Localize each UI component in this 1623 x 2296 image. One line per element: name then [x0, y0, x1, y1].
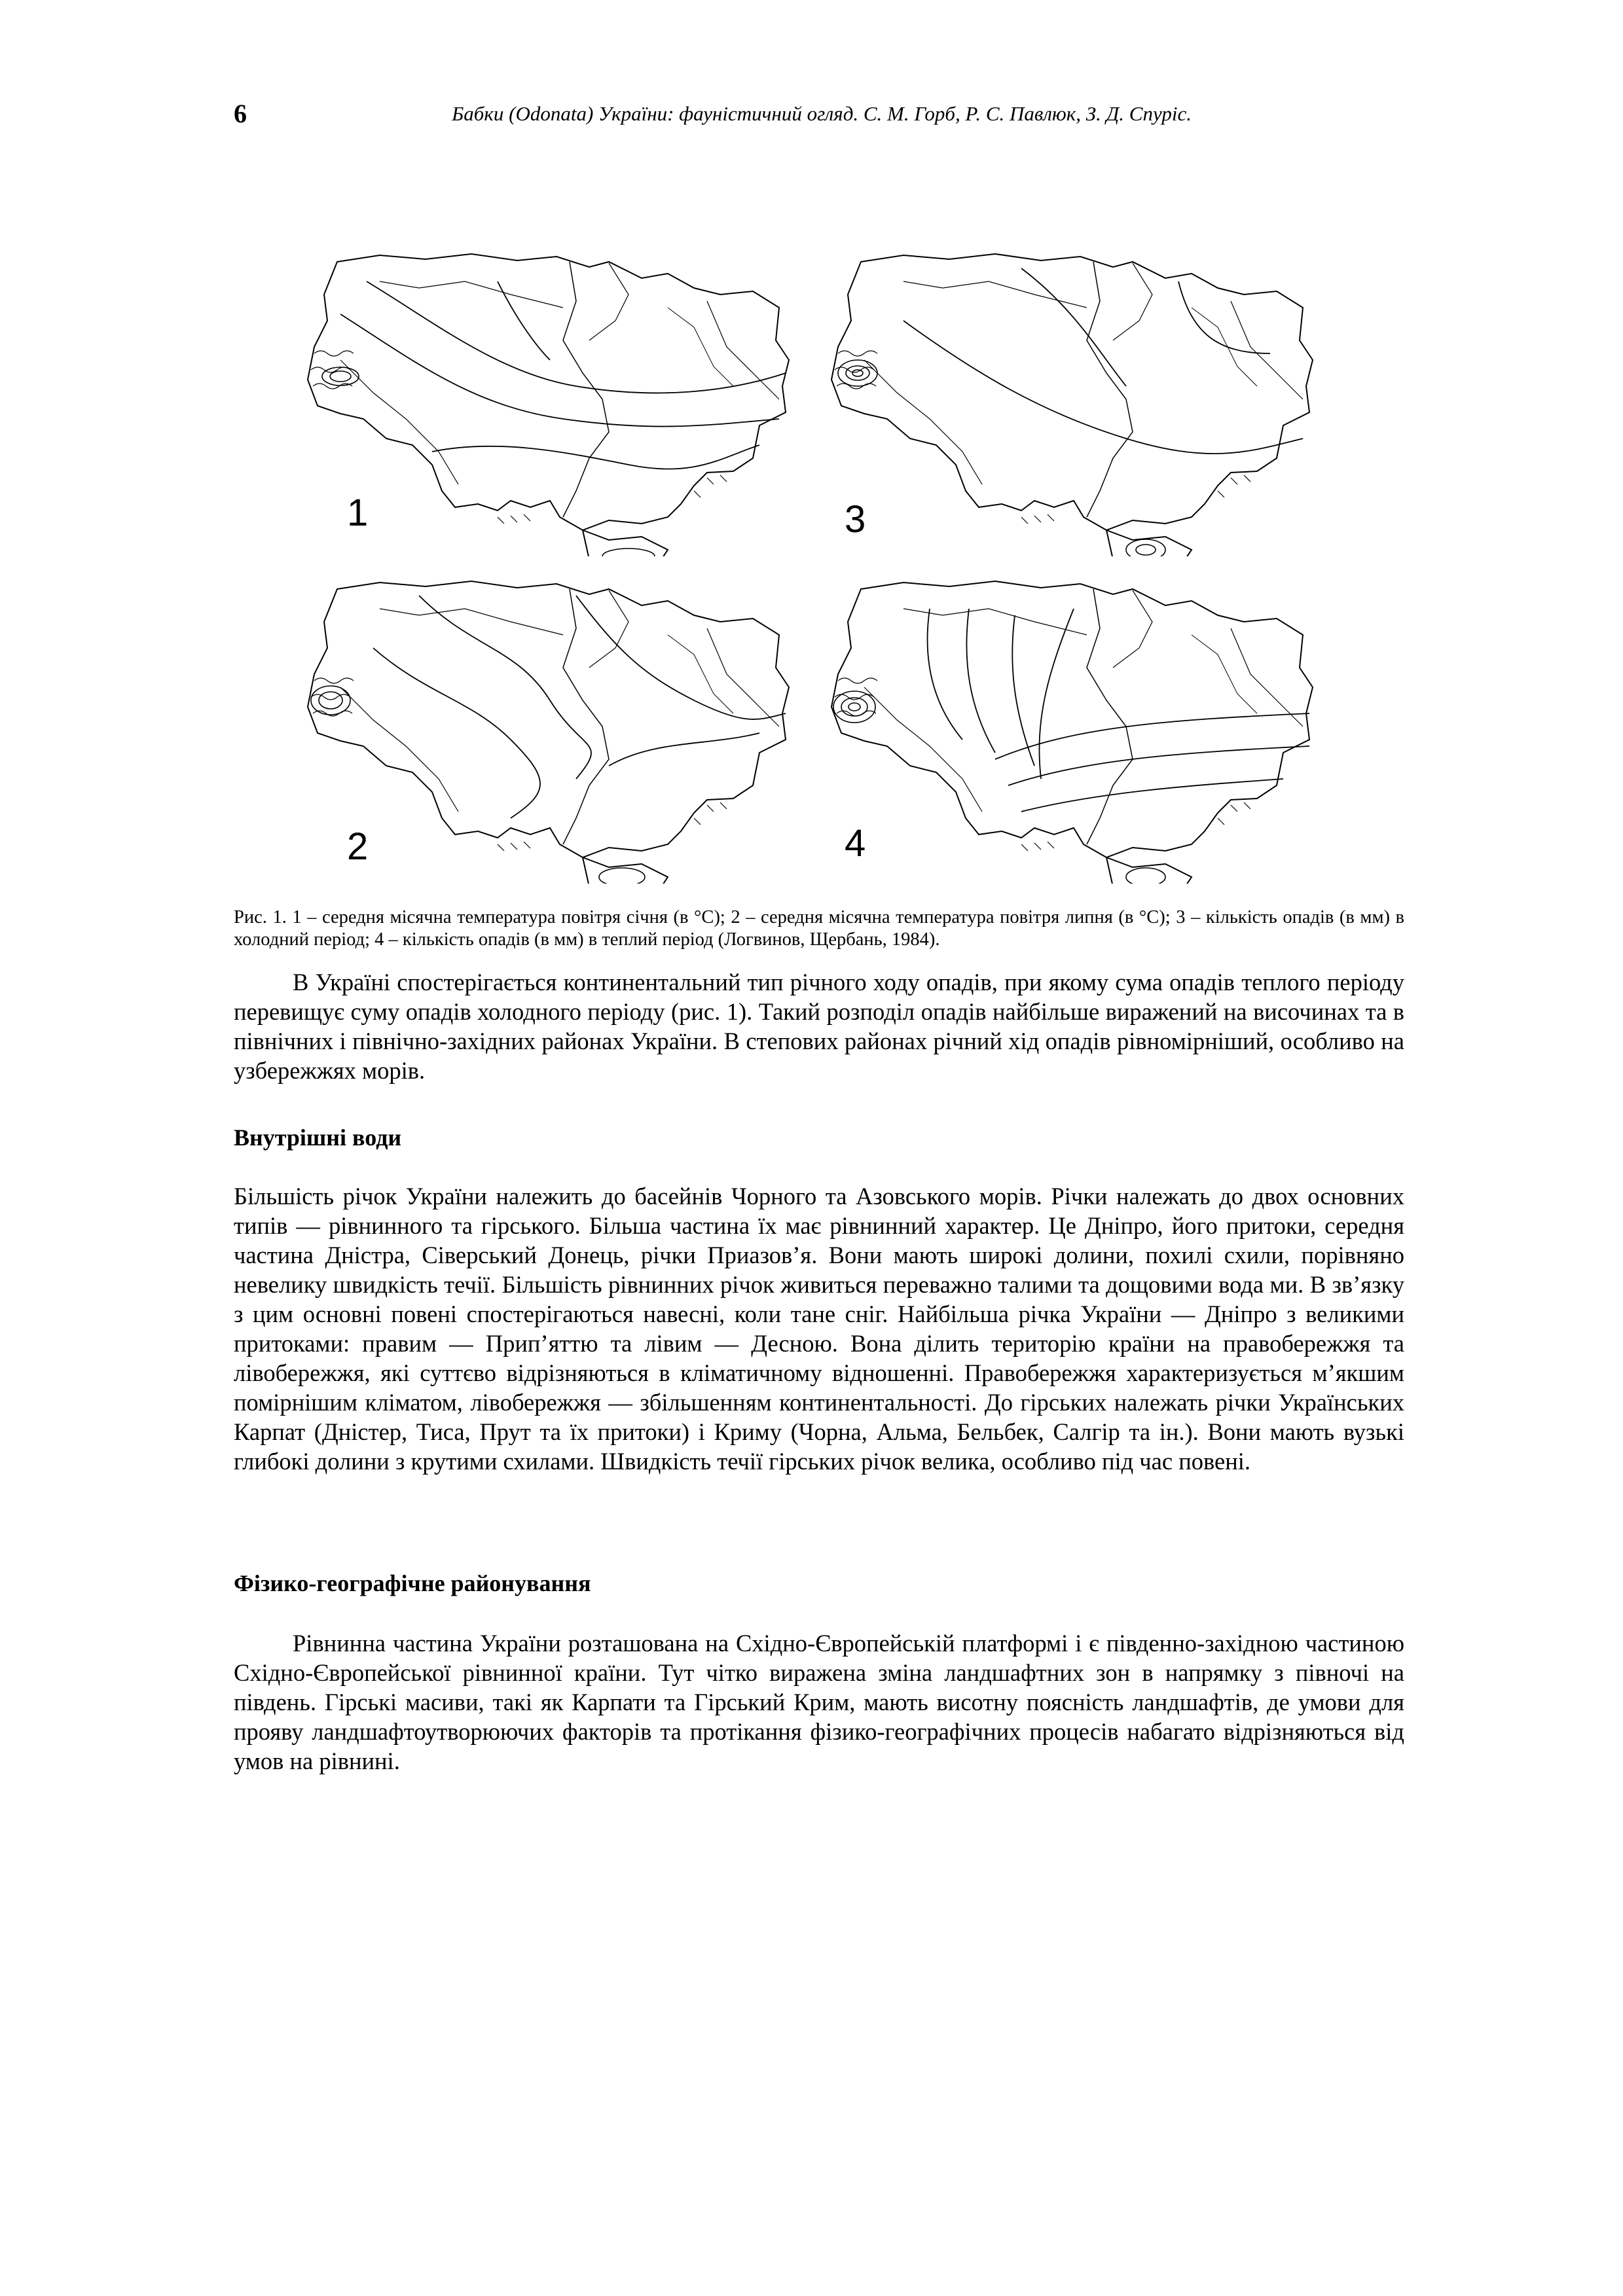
map-january-temperature [301, 242, 799, 556]
page-number: 6 [234, 99, 247, 128]
map-july-temperature [301, 569, 799, 884]
section-heading-inland-waters: Внутрішні води [234, 1124, 402, 1151]
map-cold-period-precipitation [825, 242, 1322, 556]
map-panel-2 [301, 569, 799, 884]
paragraph-inland-waters: Більшість річок України належить до басейнів Чорного та Азовського морів. Річки належать до двох основних типів — рівнинного та гірського. Більша частина їх має рівнинний характер. Це Дніпро, його притоки, середня частина Дністра, Сіверський Донець, річки Приазов’я. Вони мають широкі долини, похилі схили, порівняно невелику швидкість течії. Більшість рівнинних річок живиться переважно талими та дощовими вода ми. В зв’язку з цим основні повені спостерігаються навесні, коли тане сніг. Найбільша річка України — Дніпро з великими притоками: правим — Прип’яттю та лівим — Десною. Вона ділить територію країни на правобережжя та лівобережжя, які суттєво відрізняються в кліматичному відношенні. Правобережжя характеризується м’якшим помірнішим кліматом, лівобережжя — збільшенням континентальності. До гірських належать річки Українських Карпат (Дністер, Тиса, Прут та їх притоки) і Криму (Чорна, Альма, Бельбек, Салгір та ін.). Вони мають вузькі глибокі долини з крутими схилами. Швидкість течії гірських річок велика, особливо під час повені. [234, 1183, 1404, 1475]
panel-label-3: 3 [845, 498, 866, 541]
map-panel-1 [301, 242, 799, 556]
figure-caption: Рис. 1. 1 – середня місячна температура повітря січня (в °С); 2 – середня місячна температура повітря липня (в °С); 3 – кількість опадів (в мм) в холодний період; 4 – кількість опадів (в мм) в теплий період (Логвинов, Щербань, 1984). [234, 907, 1404, 950]
map-panel-4 [825, 569, 1322, 884]
climate-maps-figure [301, 242, 1322, 884]
paragraph-precipitation: В Україні спостерігається континентальний тип річного ходу опадів, при якому сума опадів теплого періоду перевищує суму опадів холодного періоду (рис. 1). Такий розподіл опадів найбільше виражений на височинах та в північних і північно-західних районах України. В степових районах річний хід опадів рівномірніший, особливо на узбережжях морів. [234, 969, 1404, 1084]
running-title: Бабки (Odonata) України: фауністичний огляд. С. М. Горб, Р. С. Павлюк, З. Д. Спуріс. [452, 102, 1192, 125]
panel-label-2: 2 [347, 825, 369, 868]
section-heading-physical-geographic-zoning: Фізико-географічне районування [234, 1570, 591, 1596]
panel-label-1: 1 [347, 492, 369, 534]
map-panel-3 [825, 242, 1322, 556]
map-warm-period-precipitation [825, 569, 1322, 884]
panel-label-4: 4 [845, 822, 866, 865]
paragraph-physical-geographic-zoning: Рівнинна частина України розташована на Східно-Європейській платформі і є південно-західною частиною Східно-Європейської рівнинної країни. Тут чітко виражена зміна ландшафтних зон в напрямку з півночі на південь. Гірські масиви, такі як Карпати та Гірський Крим, мають висотну поясність ландшафтів, де умови для прояву ландшафтоутворюючих факторів та протікання фізико-географічних процесів набагато відрізняються від умов на рівнині. [234, 1630, 1404, 1774]
